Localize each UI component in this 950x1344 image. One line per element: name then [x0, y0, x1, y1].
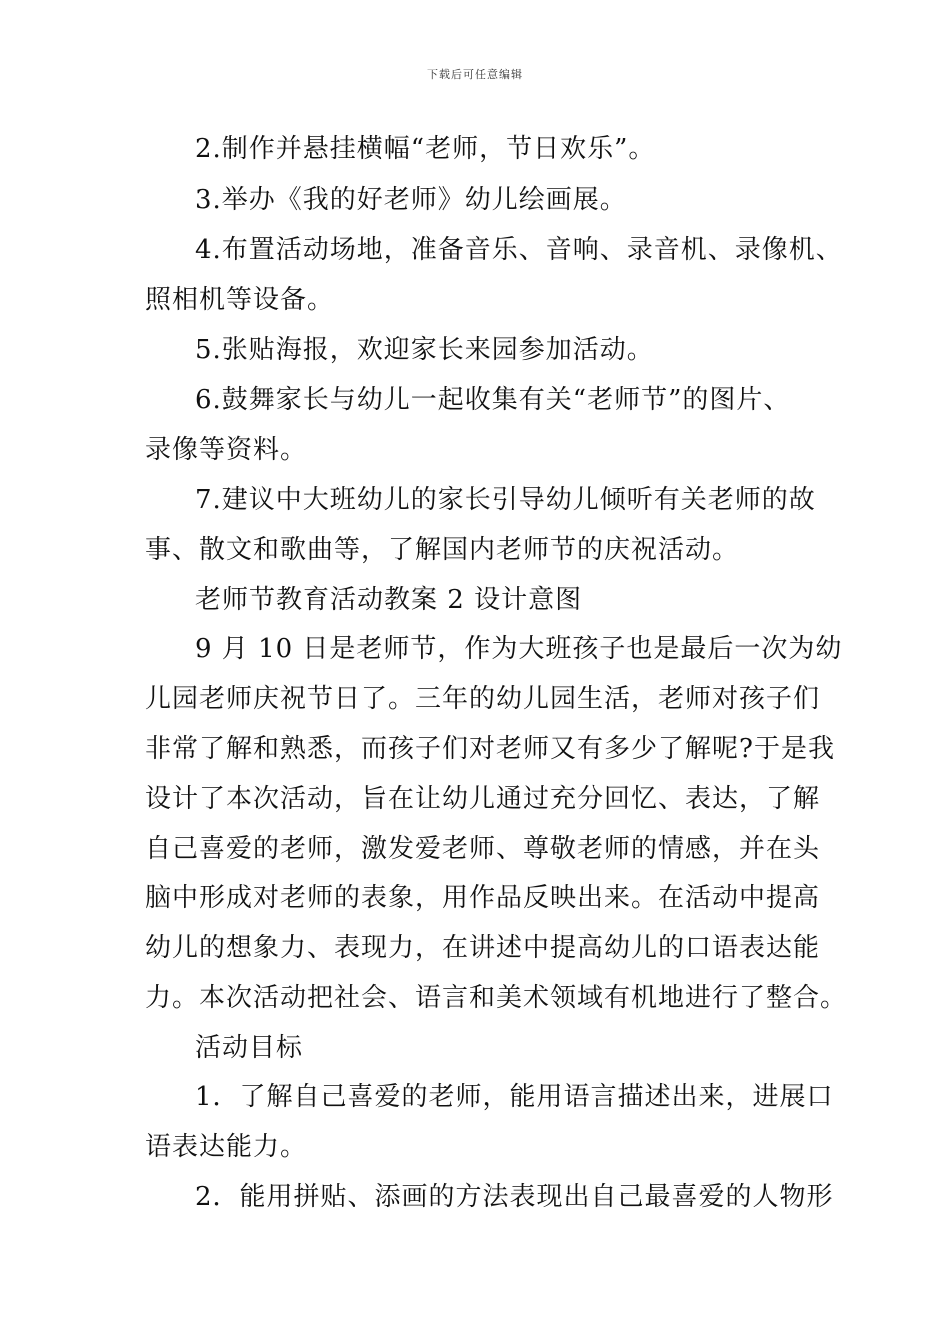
- text-line: 事、散文和歌曲等，了解国内老师节的庆祝活动。: [145, 535, 740, 565]
- text-line: 2.制作并悬挂横幅“老师，节日欢乐”。: [195, 134, 656, 164]
- text-line: 自己喜爱的老师，激发爱老师、尊敬老师的情感，并在头: [145, 834, 821, 864]
- text-line: 2．能用拼贴、添画的方法表现出自己最喜爱的人物形: [195, 1182, 834, 1212]
- text-line: 3.举办《我的好老师》幼儿绘画展。: [195, 185, 627, 215]
- header-note: 下载后可任意编辑: [427, 68, 523, 81]
- section-title: 老师节教育活动教案 2 设计意图: [195, 585, 583, 615]
- text-line: 9 月 10 日是老师节，作为大班孩子也是最后一次为幼: [195, 634, 843, 664]
- text-line: 儿园老师庆祝节日了。三年的幼儿园生活，老师对孩子们: [145, 684, 821, 714]
- text-line: 语表达能力。: [145, 1132, 308, 1162]
- text-line: 设计了本次活动，旨在让幼儿通过充分回忆、表达，了解: [145, 784, 821, 814]
- text-line: 1．了解自己喜爱的老师，能用语言描述出来，进展口: [195, 1082, 834, 1112]
- text-line: 幼儿的想象力、表现力，在讲述中提高幼儿的口语表达能: [145, 933, 821, 963]
- text-line: 4.布置活动场地，准备音乐、音响、录音机、录像机、: [195, 235, 843, 265]
- text-line: 录像等资料。: [145, 435, 308, 465]
- text-line: 6.鼓舞家长与幼儿一起收集有关“老师节”的图片、: [195, 385, 791, 415]
- section-title: 活动目标: [195, 1033, 304, 1063]
- text-line: 照相机等设备。: [145, 285, 335, 315]
- text-line: 5.张贴海报，欢迎家长来园参加活动。: [195, 335, 654, 365]
- text-line: 脑中形成对老师的表象，用作品反映出来。在活动中提高: [145, 883, 821, 913]
- text-line: 7.建议中大班幼儿的家长引导幼儿倾听有关老师的故: [195, 485, 816, 515]
- text-line: 非常了解和熟悉，而孩子们对老师又有多少了解呢?于是我: [145, 734, 835, 764]
- text-line: 力。本次活动把社会、语言和美术领域有机地进行了整合。: [145, 983, 848, 1013]
